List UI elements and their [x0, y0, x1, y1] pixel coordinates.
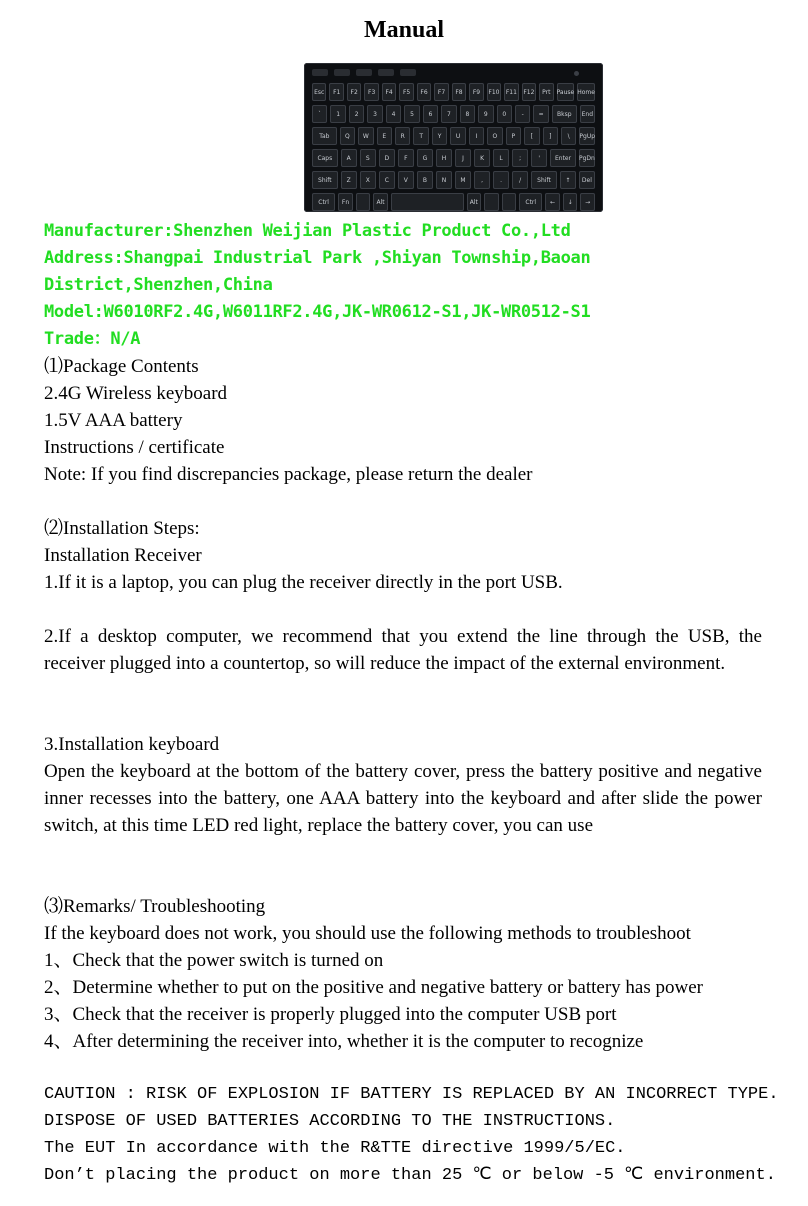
keyboard-key: 2 — [349, 105, 364, 123]
keyboard-key: 8 — [460, 105, 475, 123]
package-note: Note: If you find discrepancies package, please return the dealer — [44, 464, 533, 485]
caution-line: Don’t placing the product on more than 25 ℃ or below -5 ℃ environment. — [44, 1166, 776, 1185]
remarks-item: 4、After determining the receiver into, whether it is the computer to recognize — [44, 1031, 644, 1052]
package-item: 2.4G Wireless keyboard — [44, 383, 228, 404]
keyboard-key: ; — [512, 149, 528, 167]
keyboard-key: A — [341, 149, 357, 167]
keyboard-key: C — [379, 171, 395, 189]
keyboard-key: 6 — [423, 105, 438, 123]
install-step-3-text: Open the keyboard at the bottom of the battery cover, press the battery positive and negative inner recesses into the battery, one AAA battery into the keyboard and after slide the power switch, at this time LED red light, replace the battery cover, you can use — [44, 761, 762, 836]
keyboard-key: , — [474, 171, 490, 189]
keyboard-key: Ctrl — [312, 193, 335, 211]
keyboard-key: Esc — [312, 83, 326, 101]
keyboard-key: X — [360, 171, 376, 189]
keyboard-key: Q — [340, 127, 355, 145]
keyboard-key: F2 — [347, 83, 361, 101]
keyboard-key: F4 — [382, 83, 396, 101]
keyboard-key: F11 — [504, 83, 518, 101]
media-keys-strip — [312, 69, 595, 79]
keyboard-key: PgDn — [579, 149, 595, 167]
keyboard-key: Alt — [467, 193, 482, 211]
keyboard-key: H — [436, 149, 452, 167]
keyboard-row — [312, 83, 595, 101]
keyboard-key: Shift — [312, 171, 338, 189]
install-step-2: 2.If a desktop computer, we recommend that you extend the line through the USB, the receiver plugged into a countertop, so will reduce the impact of the external environment. — [44, 626, 762, 674]
model-line: Model:W6010RF2.4G,W6011RF2.4G,JK-WR0612-S1,JK-WR0512-S1 — [44, 302, 591, 322]
keyboard-key: \ — [561, 127, 576, 145]
power-led-icon — [574, 71, 579, 76]
keyboard-key: ' — [531, 149, 547, 167]
keyboard-key: M — [455, 171, 471, 189]
keyboard-key: End — [580, 105, 595, 123]
keyboard-key: 4 — [386, 105, 401, 123]
keyboard-key: PgUp — [579, 127, 595, 145]
keyboard-key: ] — [543, 127, 558, 145]
page-title: Manual — [363, 17, 444, 43]
keyboard-key: F5 — [399, 83, 413, 101]
keyboard-key: F12 — [522, 83, 536, 101]
keyboard-key: / — [512, 171, 528, 189]
keyboard-key: R — [395, 127, 410, 145]
keyboard-key: V — [398, 171, 414, 189]
keyboard-key: ↓ — [563, 193, 578, 211]
keyboard-row — [312, 105, 595, 123]
keyboard-key: E — [377, 127, 392, 145]
keyboard-key: Pause — [557, 83, 575, 101]
keyboard-key: F10 — [487, 83, 501, 101]
address-line-1: Address:Shangpai Industrial Park ,Shiyan Township,Baoan — [44, 248, 591, 268]
keyboard-key: 3 — [367, 105, 382, 123]
caution-line: CAUTION : RISK OF EXPLOSION IF BATTERY IS REPLACED BY AN INCORRECT TYPE. — [44, 1085, 779, 1104]
install-step-3-heading: 3.Installation keyboard — [44, 734, 220, 755]
caution-line: The EUT In accordance with the R&TTE directive 1999/5/EC. — [44, 1139, 626, 1158]
keyboard-key: Del — [579, 171, 595, 189]
keyboard-key: F8 — [452, 83, 466, 101]
keyboard-key: 9 — [478, 105, 493, 123]
keyboard-key — [484, 193, 499, 211]
keyboard-key: T — [413, 127, 428, 145]
keyboard-key: J — [455, 149, 471, 167]
keyboard-key: Z — [341, 171, 357, 189]
keyboard-key: Caps — [312, 149, 338, 167]
keyboard-key: Y — [432, 127, 447, 145]
install-receiver-heading: Installation Receiver — [44, 545, 202, 566]
keyboard-key: F1 — [329, 83, 343, 101]
keyboard-key: L — [493, 149, 509, 167]
keyboard-key: F — [398, 149, 414, 167]
keyboard-key: F3 — [364, 83, 378, 101]
keyboard-key: ↑ — [560, 171, 576, 189]
keyboard-key: N — [436, 171, 452, 189]
keyboard-key: ` — [312, 105, 327, 123]
keyboard-key — [502, 193, 517, 211]
keyboard-row — [312, 127, 595, 145]
keyboard-key: F6 — [417, 83, 431, 101]
keyboard-key: - — [515, 105, 530, 123]
keyboard-key: 5 — [404, 105, 419, 123]
keyboard-key: I — [469, 127, 484, 145]
remarks-heading: ⑶Remarks/ Troubleshooting — [44, 896, 266, 917]
keyboard-photo-icon — [304, 63, 603, 212]
keyboard-key: Alt — [373, 193, 388, 211]
keyboard-key — [391, 193, 464, 211]
keyboard-row — [312, 193, 595, 211]
keyboard-key: W — [358, 127, 373, 145]
keyboard-key: P — [506, 127, 521, 145]
package-item: 1.5V AAA battery — [44, 410, 183, 431]
keyboard-key: Fn — [338, 193, 353, 211]
keyboard-key: 1 — [330, 105, 345, 123]
keyboard-key: Enter — [550, 149, 576, 167]
trade-line: Trade：N/A — [44, 329, 141, 349]
keyboard-key: → — [580, 193, 595, 211]
keyboard-key: ← — [545, 193, 560, 211]
keyboard-key: 0 — [497, 105, 512, 123]
keyboard-key: 7 — [441, 105, 456, 123]
remarks-item: 1、Check that the power switch is turned on — [44, 950, 384, 971]
keyboard-key: Prt — [539, 83, 553, 101]
keyboard-key: = — [533, 105, 548, 123]
keyboard-key: G — [417, 149, 433, 167]
install-heading: ⑵Installation Steps: — [44, 518, 200, 539]
keyboard-key: Ctrl — [519, 193, 542, 211]
package-heading: ⑴Package Contents — [44, 356, 199, 377]
keyboard-key — [356, 193, 371, 211]
keyboard-key: B — [417, 171, 433, 189]
keyboard-key: D — [379, 149, 395, 167]
keyboard-key: Shift — [531, 171, 557, 189]
remarks-intro: If the keyboard does not work, you should use the following methods to troubleshoot — [44, 923, 691, 944]
keyboard-row — [312, 171, 595, 189]
address-line-2: District,Shenzhen,China — [44, 275, 273, 295]
manufacturer-line: Manufacturer:Shenzhen Weijian Plastic Product Co.,Ltd — [44, 221, 571, 241]
remarks-item: 2、Determine whether to put on the positive and negative battery or battery has power — [44, 977, 703, 998]
keyboard-key: Home — [577, 83, 595, 101]
package-item: Instructions / certificate — [44, 437, 225, 458]
keyboard-key: K — [474, 149, 490, 167]
keyboard-key: F9 — [469, 83, 483, 101]
keyboard-key: Tab — [312, 127, 337, 145]
keyboard-key: . — [493, 171, 509, 189]
keyboard-key: Bksp — [552, 105, 577, 123]
keyboard-key: U — [450, 127, 465, 145]
install-step-1: 1.If it is a laptop, you can plug the receiver directly in the port USB. — [44, 572, 563, 593]
keyboard-key: F7 — [434, 83, 448, 101]
keyboard-key: S — [360, 149, 376, 167]
keyboard-row — [312, 149, 595, 167]
remarks-item: 3、Check that the receiver is properly plugged into the computer USB port — [44, 1004, 617, 1025]
caution-line: DISPOSE OF USED BATTERIES ACCORDING TO THE INSTRUCTIONS. — [44, 1112, 616, 1131]
keyboard-key: [ — [524, 127, 539, 145]
keyboard-key: O — [487, 127, 502, 145]
